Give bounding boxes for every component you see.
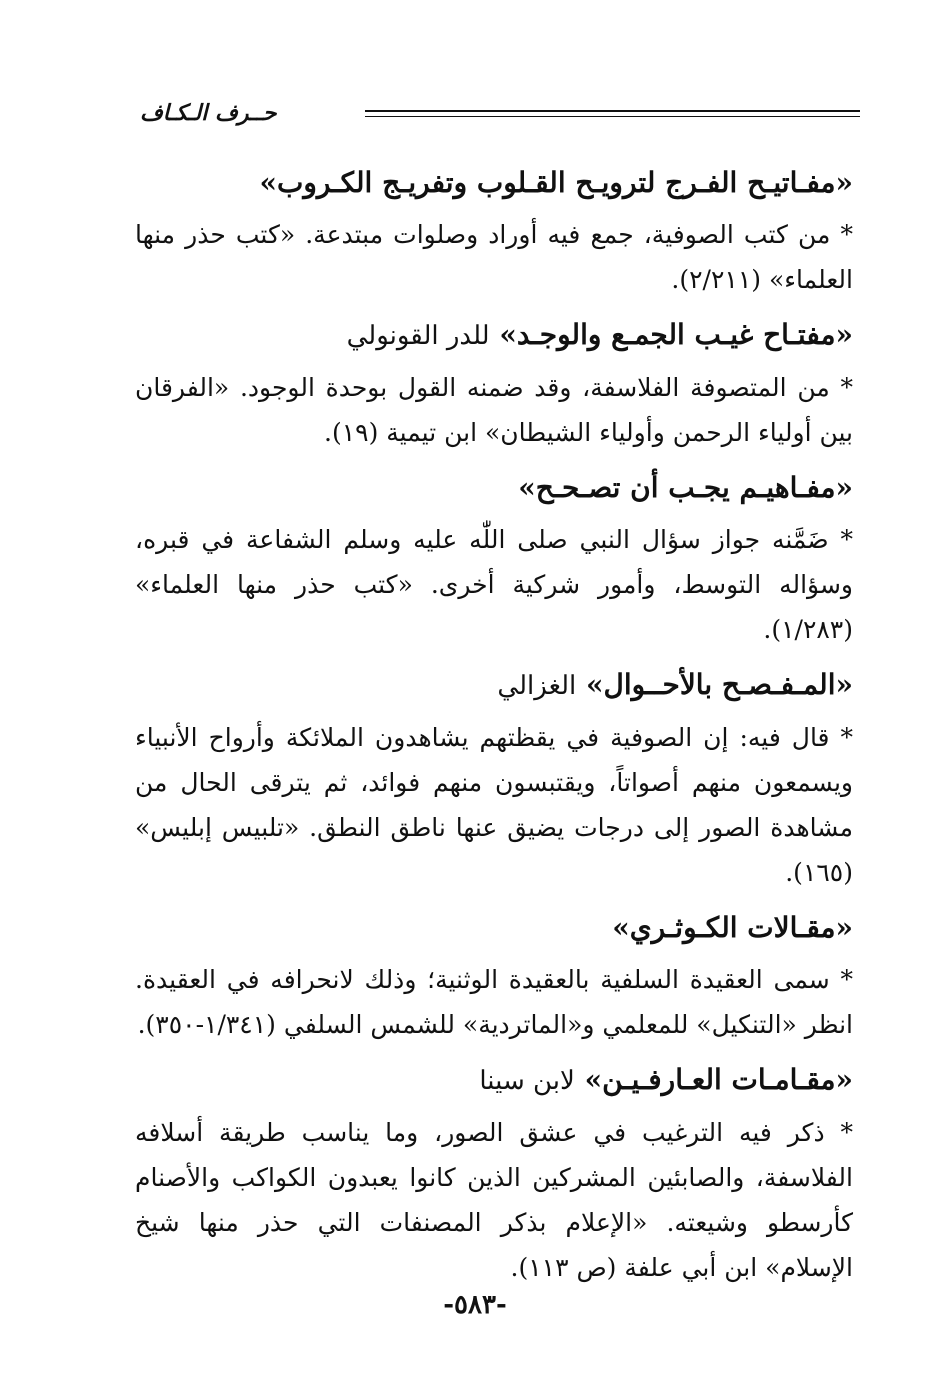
entry-title-text: «المـفـصـح بالأحــوال»: [586, 668, 853, 701]
entry-title: [135, 903, 853, 953]
entry-title: [135, 660, 853, 711]
entry-body: * من المتصوفة الفلاسفة، وقد ضمنه القول بوحدة الوجود. «الفرقان بين أولياء الرحمن وأولياء الشيطان» ابن تيمية (١٩).: [135, 373, 853, 447]
entry: [135, 1055, 853, 1290]
entry: [135, 660, 853, 895]
entry-title-text: «مقـالات الكـوثـري»: [612, 911, 853, 944]
entry: [135, 310, 853, 455]
entry-body: * سمى العقيدة السلفية بالعقيدة الوثنية؛ وذلك لانحرافه في العقيدة. انظر «التنكيل» للمعلمي و«الماتردية» للشمس السلفي (١/٣٤١-٣٥٠).: [135, 965, 853, 1039]
entry-title-text: «مقـامـات العـارفـيـن»: [584, 1063, 853, 1096]
entry-title-text: «مفـاتيـح الفـرج لترويـح القـلوب وتفريـج الكـروب»: [259, 166, 853, 199]
entry-body: * ضَمَّنه جواز سؤال النبي صلى اللّٰه عليه وسلم الشفاعة في قبره، وسؤاله التوسط، وأمور شركية أخرى. «كتب حذر منها العلماء» (١/٢٨٣).: [135, 525, 853, 644]
entry-title: [135, 1055, 853, 1106]
entry: [135, 463, 853, 652]
entry-author: للدر القونولي: [346, 321, 490, 351]
page-number: -٥٨٣-: [443, 1290, 507, 1320]
entry-title-text: «مفـاهيـم يجـب أن تصـحـح»: [518, 471, 853, 504]
entry-body: * من كتب الصوفية، جمع فيه أوراد وصلوات مبتدعة. «كتب حذر منها العلماء» (٢/٢١١).: [135, 220, 853, 294]
entry-title: [135, 158, 853, 208]
entry-title-text: «مفتـاح غيـب الجمـع والوجـد»: [499, 318, 853, 351]
entry-body: * قال فيه: إن الصوفية في يقظتهم يشاهدون الملائكة وأرواح الأنبياء ويسمعون منهم أصواتاً، ويقتبسون منهم فوائد، ثم يترقى الحال من مشاهدة الصور إلى درجات يضيق عنها ناطق النطق. «تلبيس إبليس» (١٦٥).: [135, 723, 853, 887]
entry: [135, 903, 853, 1047]
entry-body: * ذكر فيه الترغيب في عشق الصور، وما يناسب طريقة أسلافه الفلاسفة، والصابئين المشركين الذين كانوا يعبدون الكواكب والأصنام كأرسطو وشيعته. «الإعلام بذكر المصنفات التي حذر منها شيخ الإسلام» ابن أبي علفة (ص ١١٣).: [135, 1118, 853, 1282]
header-rule-lines: [365, 110, 860, 121]
entry-title: [135, 463, 853, 513]
running-header-title: حــرف الـكـاف: [140, 100, 277, 126]
entries-list: [135, 158, 853, 1298]
entry: [135, 158, 853, 302]
running-header: [140, 96, 860, 136]
header-rule-thin: [365, 116, 860, 117]
entry-author: الغزالي: [497, 671, 577, 701]
entry-author: لابن سينا: [479, 1066, 575, 1096]
header-rule-thick: [365, 110, 860, 112]
entry-title: [135, 310, 853, 361]
